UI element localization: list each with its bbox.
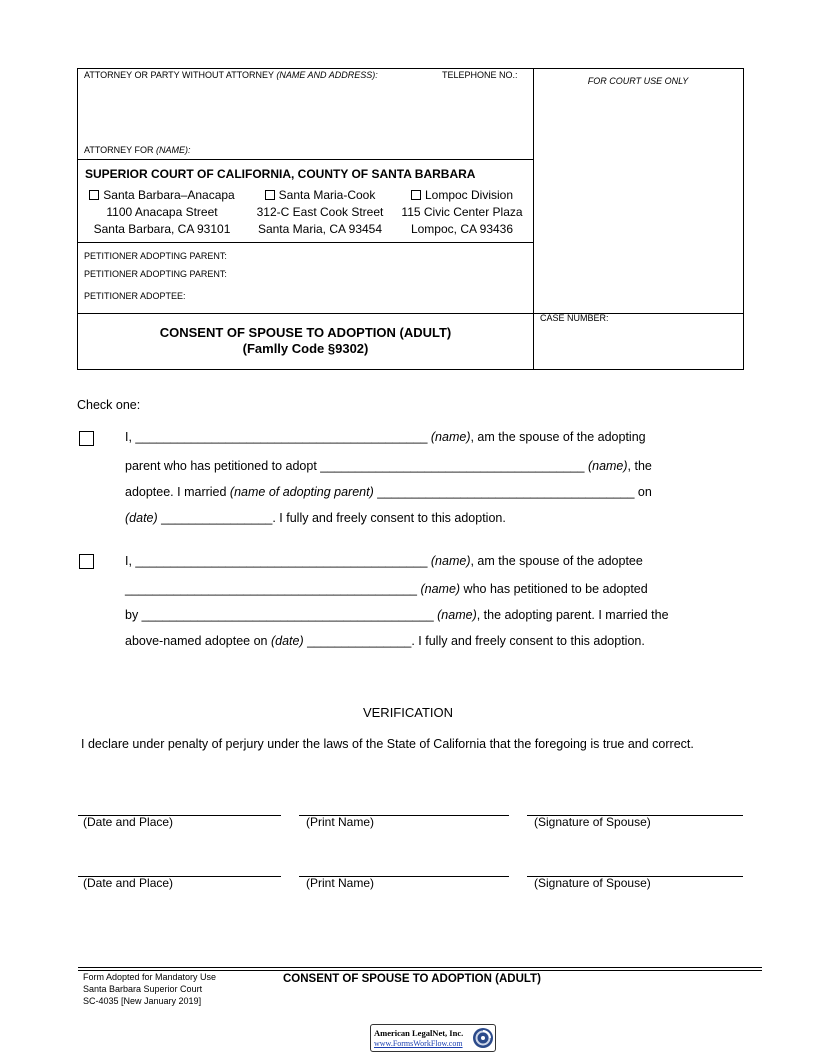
- option-2-line-3: by __________________________________________ (name), the adopting parent. I married the: [125, 608, 669, 622]
- court-anacapa-city: Santa Barbara, CA 93101: [93, 222, 231, 236]
- print-name-caption-1: (Print Name): [306, 815, 375, 829]
- court-cook-city: Santa Maria, CA 93454: [257, 222, 383, 236]
- footer-rule-top: [78, 967, 762, 968]
- option-2-line-4: above-named adoptee on (date) _______________. I fully and freely consent to this adoption.: [125, 634, 645, 648]
- court-lompoc-street: 115 Civic Center Plaza: [401, 205, 523, 219]
- checkbox-cook[interactable]: [265, 190, 275, 200]
- court-cook: [240, 187, 400, 238]
- option-1-line-1: I, __________________________________________ (name), am the spouse of the adopting: [125, 430, 646, 444]
- court-title: SUPERIOR COURT OF CALIFORNIA, COUNTY OF SANTA BARBARA: [85, 167, 476, 181]
- logo-company: American LegalNet, Inc.: [374, 1028, 464, 1038]
- court-use-label: FOR COURT USE ONLY: [587, 76, 689, 86]
- court-cook-street: 312-C East Cook Street: [256, 205, 384, 219]
- logo-url: www.FormsWorkFlow.com: [374, 1039, 463, 1048]
- court-lompoc-name: Lompoc Division: [424, 188, 514, 202]
- court-anacapa-street: 1100 Anacapa Street: [106, 205, 218, 219]
- option-2-checkbox[interactable]: [79, 554, 94, 569]
- footer-logo[interactable]: [370, 1024, 496, 1052]
- court-anacapa: [82, 187, 242, 238]
- court-cook-name: Santa Maria-Cook: [278, 188, 376, 202]
- option-2-line-1: I, __________________________________________ (name), am the spouse of the adoptee: [125, 554, 643, 568]
- court-lompoc-city: Lompoc, CA 93436: [410, 222, 514, 236]
- signature-caption-1: (Signature of Spouse): [534, 815, 651, 829]
- checkbox-anacapa[interactable]: [89, 190, 99, 200]
- caption-right: [533, 68, 744, 314]
- option-1-line-4: (date) ________________. I fully and freely consent to this adoption.: [125, 511, 506, 525]
- form-code: (Famlly Code §9302): [242, 341, 369, 356]
- petitioner-2-label: PETITIONER ADOPTING PARENT:: [84, 269, 227, 279]
- court-anacapa-name: Santa Barbara–Anacapa: [103, 188, 235, 202]
- verification-text: I declare under penalty of perjury under the laws of the State of California that the foregoing is true and correct.: [81, 737, 694, 751]
- print-name-caption-2: (Print Name): [306, 876, 375, 890]
- court-lompoc: [392, 187, 532, 238]
- attorney-label: ATTORNEY OR PARTY WITHOUT ATTORNEY (NAME AND ADDRESS):: [84, 70, 378, 80]
- checkbox-lompoc[interactable]: [411, 190, 421, 200]
- check-one-label: Check one:: [77, 398, 141, 412]
- adoptee-label: PETITIONER ADOPTEE:: [84, 291, 186, 301]
- date-place-caption-2: (Date and Place): [83, 876, 174, 890]
- option-2-line-2: __________________________________________ (name) who has petitioned to be adopted: [125, 582, 648, 596]
- form-title: CONSENT OF SPOUSE TO ADOPTION (ADULT): [159, 325, 452, 340]
- footer-left: Form Adopted for Mandatory Use Santa Barbara Superior Court SC-4035 [New January 2019]: [83, 972, 217, 1006]
- footer-title: CONSENT OF SPOUSE TO ADOPTION (ADULT): [283, 973, 541, 985]
- petitioner-1-label: PETITIONER ADOPTING PARENT:: [84, 251, 227, 261]
- option-1-checkbox[interactable]: [79, 431, 94, 446]
- globe-icon: [472, 1027, 494, 1049]
- signature-caption-2: (Signature of Spouse): [534, 876, 651, 890]
- date-place-caption-1: (Date and Place): [83, 815, 174, 829]
- case-number-label: CASE NUMBER:: [540, 313, 609, 323]
- option-1-line-2: parent who has petitioned to adopt ______________________________________ (name), the: [125, 459, 652, 473]
- option-1-line-3: adoptee. I married (name of adopting parent) _____________________________________ on: [125, 485, 652, 499]
- telephone-label: TELEPHONE NO.:: [442, 70, 518, 80]
- attorney-for-label: ATTORNEY FOR (NAME):: [84, 145, 191, 155]
- verification-title: VERIFICATION: [362, 705, 454, 720]
